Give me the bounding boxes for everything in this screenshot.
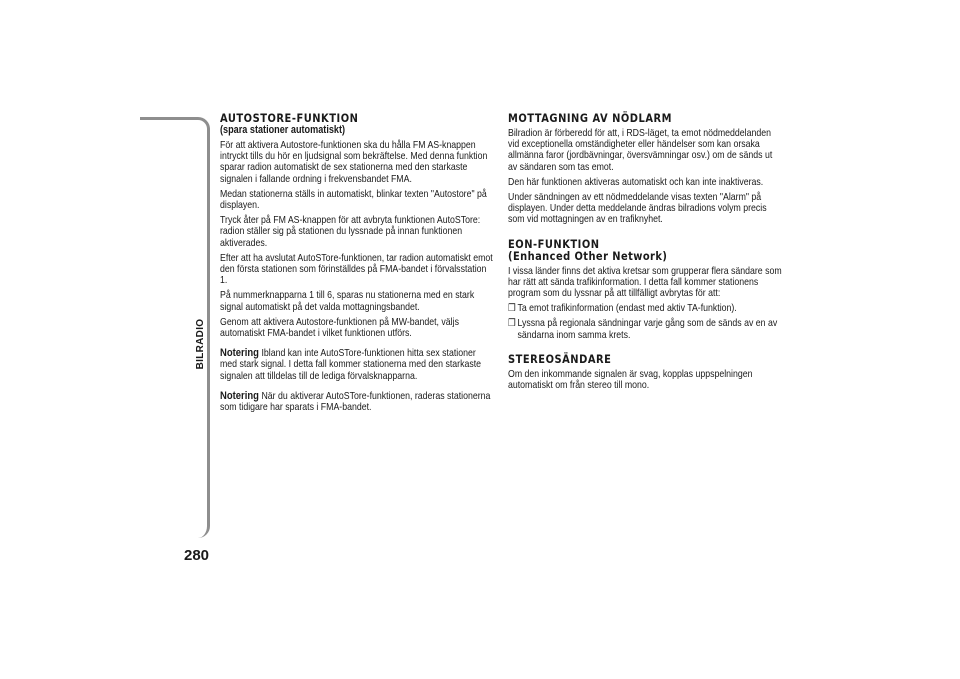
note-text: Ibland kan inte AutoSTore-funktionen hitta sex stationer med stark signal. I detta fall kommer stationerna med den starkaste signalen att tilldelas till de lediga förvalsknapparna. xyxy=(220,348,482,382)
paragraph: I vissa länder finns det aktiva kretsar som grupperar flera sändare som har rätt att sända trafikinformation. I detta fall kommer stationens program som du lyssnar på att tillfälligt avbrytas för att: xyxy=(508,265,782,300)
paragraph: För att aktivera Autostore-funktionen ska du hålla FM AS-knappen intryckt tills du hör en ljudsignal som bekräftelse. Med denna funktion sparar radion automatiskt de sex stationerna med den starkaste signalen i fallande ordning i frekvensbandet FMA. xyxy=(220,140,488,185)
stereo-heading: STEREOSÄNDARE xyxy=(508,351,612,366)
paragraph: Efter att ha avslutat AutoSTore-funktionen, tar radion automatiskt emot den första stationen som förinställdes på FMA-bandet i förvalsstation 1. xyxy=(220,252,493,287)
section-tab xyxy=(195,318,211,370)
autostore-subheading: (spara stationer automatiskt) xyxy=(220,124,346,136)
note-paragraph xyxy=(220,391,495,413)
paragraph: Genom att aktivera Autostore-funktionen på MW-bandet, väljs automatiskt FMA-bandet i vilket funktionen utförs. xyxy=(220,316,459,340)
checkbox-bullet-icon: ❒ xyxy=(508,303,516,315)
note-paragraph xyxy=(220,348,495,382)
eon-subheading: (Enhanced Other Network) xyxy=(508,248,668,263)
nodlarm-heading: MOTTAGNING AV NÖDLARM xyxy=(508,111,672,125)
eon-heading: EON-FUNKTION xyxy=(508,236,600,251)
paragraph: Den här funktionen aktiveras automatiskt och kan inte inaktiveras. xyxy=(508,176,764,188)
note-label: Notering xyxy=(220,347,259,360)
list-item-text: Lyssna på regionala sändningar varje gång som de sänds av en av sändarna inom samma krets. xyxy=(517,318,778,341)
autostore-heading: AUTOSTORE-FUNKTION xyxy=(220,111,359,125)
list-item xyxy=(508,303,783,314)
paragraph: Bilradion är förberedd för att, i RDS-läget, ta emot nödmeddelanden vid exceptionella omständigheter eller händelser som kan orsaka allmänna faror (jordbävningar, översvämningar osv.) om de sänds ut av sändaren som tas emot. xyxy=(508,128,773,173)
left-column xyxy=(220,112,495,417)
paragraph: Under sändningen av ett nödmeddelande visas texten "Alarm" på displayen. Under detta meddelande ändras bilradions volym precis som vid mottagningen av en trafiknyhet. xyxy=(508,192,767,226)
right-column xyxy=(508,112,783,395)
list-item xyxy=(508,318,783,340)
note-label: Notering xyxy=(220,389,259,402)
paragraph: Tryck åter på FM AS-knappen för att avbryta funktionen AutoSTore: radion ställer sig på stationen du lyssnade på innan funktionen aktiverades. xyxy=(220,215,481,249)
list-item-text: Ta emot trafikinformation (endast med aktiv TA-funktion). xyxy=(517,303,737,315)
checkbox-bullet-icon: ❒ xyxy=(508,318,516,330)
paragraph: På nummerknapparna 1 till 6, sparas nu stationerna med en stark signal automatiskt på det valda mottagningsbandet. xyxy=(220,290,475,313)
paragraph: Medan stationerna ställs in automatiskt, blinkar texten "Autostore" på displayen. xyxy=(220,188,487,212)
section-tab-label: BILRADIO xyxy=(195,318,206,370)
paragraph: Om den inkommande signalen är svag, kopplas uppspelningen automatiskt om från stereo till mono. xyxy=(508,368,753,392)
page-number: 280 xyxy=(184,547,210,564)
note-text: När du aktiverar AutoSTore-funktionen, raderas stationerna som tidigare har sparats i FMA-bandet. xyxy=(220,390,491,414)
